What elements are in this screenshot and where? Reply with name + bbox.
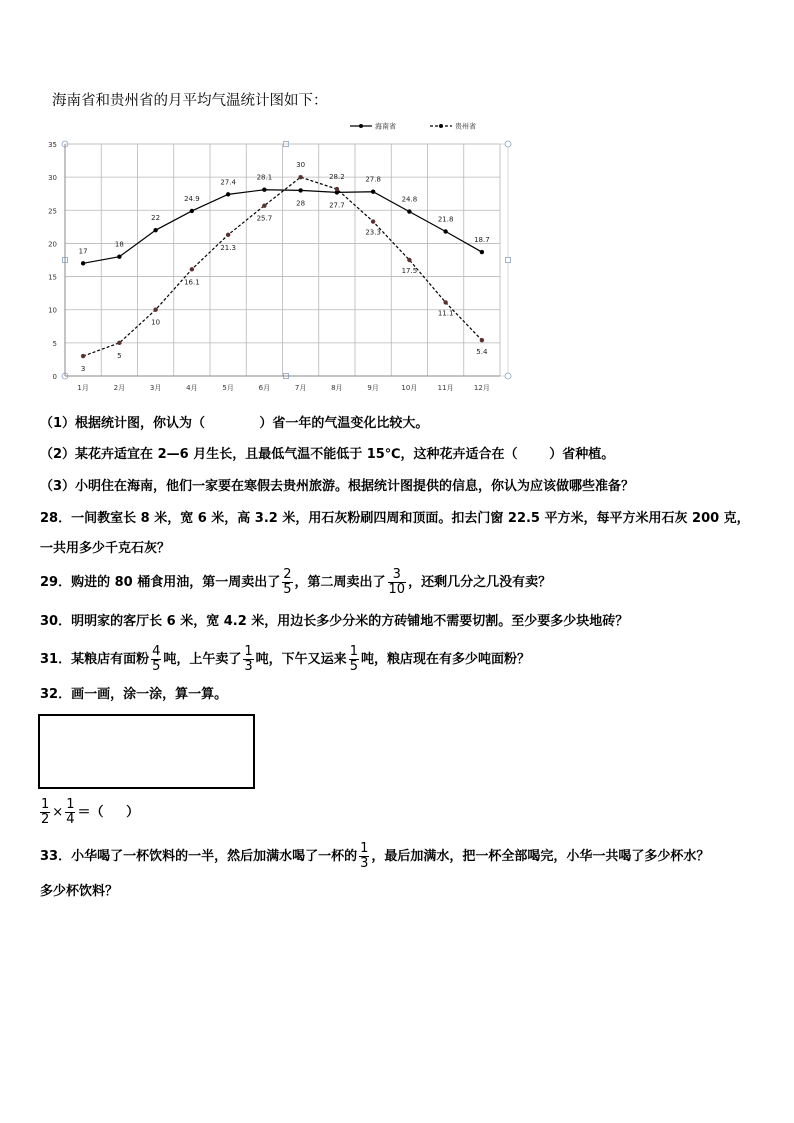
data-point [81, 354, 85, 358]
frame-handle [506, 258, 511, 263]
frame-handle [505, 373, 511, 379]
data-point [335, 187, 339, 191]
data-label: 18 [114, 240, 124, 249]
fraction-1-4: $\frac{1}{4}$ [66, 797, 75, 827]
data-label: 27.4 [220, 178, 236, 187]
fraction-3-10: $\frac{3}{10}$ [388, 567, 406, 597]
fraction-1-3: $\frac{1}{3}$ [244, 644, 253, 674]
data-label: 21.3 [220, 243, 236, 252]
data-point [226, 192, 230, 196]
x-tick-label: 10月 [401, 384, 418, 392]
y-tick-label: 0 [52, 373, 57, 381]
drawing-rectangle[interactable] [38, 714, 255, 789]
data-label: 17.5 [401, 267, 418, 275]
question-3: （3）小明住在海南，他们一家要在寒假去贵州旅游。根据统计图提供的信息，你认为应该做哪些准备？ [40, 479, 635, 494]
data-point [371, 219, 375, 223]
data-point [190, 209, 194, 213]
y-tick-label: 5 [52, 339, 57, 348]
frame-handle [505, 141, 511, 147]
data-point [298, 175, 302, 179]
x-tick-label: 4月 [186, 384, 198, 392]
x-tick-label: 6月 [258, 384, 271, 392]
data-label: 5.4 [476, 348, 488, 357]
question-33-line2: 多少杯饮料？ [40, 884, 119, 899]
y-tick-label: 35 [48, 141, 57, 149]
fraction-1-3-q33: $\frac{1}{3}$ [360, 841, 369, 871]
y-tick-label: 20 [48, 240, 57, 249]
fraction-1-2: $\frac{1}{2}$ [41, 797, 50, 827]
data-label: 24.8 [401, 195, 418, 204]
fraction-4-5: $\frac{4}{5}$ [152, 644, 161, 674]
data-label: 17 [78, 247, 88, 256]
fraction-1-5: $\frac{1}{5}$ [349, 644, 358, 674]
y-tick-label: 25 [48, 207, 57, 216]
data-point [226, 233, 230, 237]
data-point [443, 300, 447, 304]
data-point [407, 258, 411, 262]
y-tick-label: 30 [48, 174, 57, 183]
answer-blank-1[interactable] [205, 416, 259, 431]
question-31: 31．某粮店有面粉 $\frac{4}{5}$ 吨，上午卖了 $\frac{1}{3}$ 吨，下午又运来 $\frac{1}{5}$ 吨，粮店现在有多少吨面粉？ [40, 644, 530, 674]
data-point [480, 338, 484, 342]
question-28-line2: 一共用多少千克石灰？ [40, 541, 171, 556]
data-label: 28.2 [329, 173, 345, 182]
data-point [262, 188, 266, 192]
data-point [153, 228, 157, 232]
data-point [153, 308, 157, 312]
question-32-expression: $\frac{1}{2}$ × $\frac{1}{4}$ ＝（ ） [41, 797, 140, 827]
x-tick-label: 9月 [367, 384, 379, 392]
legend-label: 海南省 [375, 122, 396, 131]
chart-frame [65, 144, 508, 376]
question-1: （1）根据统计图，你认为（ ）省一年的气温变化比较大。 [40, 416, 429, 431]
data-point [117, 254, 121, 258]
legend-marker [359, 124, 363, 128]
data-point [81, 261, 85, 265]
legend-marker [439, 124, 443, 128]
x-tick-label: 12月 [473, 384, 490, 392]
question-28-line1: 28．一间教室长 8 米，宽 6 米，高 3.2 米，用石灰粉刷四周和顶面。扣去门窗 22.5 平方米，每平方米用石灰 200 克， [40, 511, 750, 526]
data-label: 27.7 [329, 201, 345, 210]
y-tick-label: 15 [48, 273, 57, 282]
data-point [190, 267, 194, 271]
data-label: 18.7 [474, 236, 490, 245]
question-30: 30．明明家的客厅长 6 米，宽 4.2 米，用边长多少分米的方砖铺地不需要切割。至少要多少块地砖？ [40, 614, 629, 629]
data-point [262, 203, 266, 207]
data-point [407, 209, 411, 213]
x-tick-label: 1月 [77, 384, 89, 392]
data-point [371, 190, 375, 194]
question-33: 33．小华喝了一杯饮料的一半，然后加满水喝了一杯的 $\frac{1}{3}$ ，最后加满水，把一杯全部喝完，小华一共喝了多少杯水？ [40, 841, 710, 871]
data-label: 23.3 [365, 228, 381, 237]
data-label: 21.8 [437, 215, 454, 224]
x-tick-label: 3月 [149, 384, 162, 392]
temperature-line-chart [30, 112, 520, 398]
data-label: 28 [296, 199, 306, 208]
question-32: 32．画一画，涂一涂，算一算。 [40, 687, 228, 702]
x-tick-label: 2月 [113, 384, 126, 392]
fraction-2-5: $\frac{2}{5}$ [283, 567, 292, 597]
data-point [480, 250, 484, 254]
data-label: 16.1 [184, 278, 200, 287]
data-label: 27.8 [365, 175, 381, 184]
data-label: 22 [151, 214, 161, 223]
data-label: 10 [151, 318, 161, 327]
data-label: 5 [117, 351, 122, 360]
data-point [298, 188, 302, 192]
legend-label: 贵州省 [455, 122, 476, 131]
question-2: （2）某花卉适宜在 2—6 月生长，且最低气温不能低于 15℃，这种花卉适合在（ ）省种植。 [40, 447, 615, 462]
question-29: 29．购进的 80 桶食用油，第一周卖出了 $\frac{2}{5}$ ，第二周卖出了 $\frac{3}{10}$ ，还剩几分之几没有卖？ [40, 567, 552, 597]
x-tick-label: 5月 [222, 384, 234, 392]
data-point [117, 341, 121, 345]
answer-blank-2[interactable] [518, 447, 550, 462]
data-label: 25.7 [256, 214, 273, 223]
data-point [443, 229, 447, 233]
y-tick-label: 10 [48, 306, 57, 315]
data-label: 11.1 [437, 309, 454, 318]
data-label: 28.1 [256, 173, 273, 182]
answer-blank-32[interactable] [103, 805, 126, 820]
data-label: 3 [80, 365, 86, 374]
data-label: 30 [296, 161, 306, 170]
x-tick-label: 7月 [294, 384, 307, 392]
x-tick-label: 8月 [331, 384, 343, 392]
x-tick-label: 11月 [437, 384, 454, 392]
chart-heading: 海南省和贵州省的月平均气温统计图如下： [52, 93, 328, 109]
data-label: 24.9 [184, 194, 200, 203]
